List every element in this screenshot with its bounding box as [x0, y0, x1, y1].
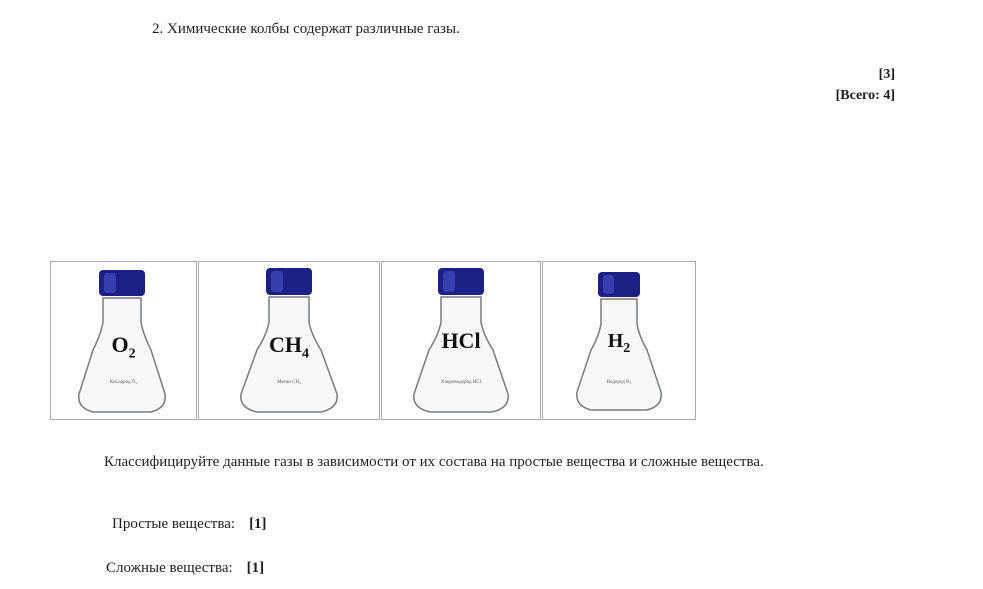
flask-formula: [199, 332, 379, 362]
flask-images: [50, 261, 696, 422]
flask-formula: [51, 332, 196, 362]
marks-block: [836, 64, 895, 106]
flask-label: Кислород O₂: [109, 380, 138, 385]
flask-panel-h2: [542, 261, 696, 420]
question-total: [Всего: 4]: [835, 88, 895, 103]
flask-panel-ch4: [198, 261, 380, 420]
flask-label: Водород H₂: [606, 380, 632, 385]
instruction-text: Классифицируйте данные газы в зависимости от их состава на простые вещества и сложные вещества.: [104, 454, 764, 470]
flask-panel-o2: [50, 261, 197, 420]
formula-subscript: 2: [623, 341, 631, 356]
answer-label: Сложные вещества:: [106, 560, 233, 576]
flask-label: Хлороводород HCl: [440, 380, 482, 385]
answer-simple: [112, 516, 267, 533]
formula-symbol: CH: [269, 332, 302, 357]
answer-marks: [1]: [246, 560, 265, 576]
flask-panel-hcl: [381, 261, 541, 420]
answer-complex: [106, 560, 264, 577]
answer-label: Простые вещества:: [112, 516, 236, 532]
flask-label: Метан CH₄: [277, 380, 301, 385]
formula-subscript: 2: [128, 346, 136, 362]
formula-symbol: HCl: [441, 328, 481, 353]
formula-symbol: O: [111, 332, 129, 357]
formula-subscript: 4: [302, 346, 309, 362]
flask-formula: [543, 330, 695, 357]
question-marks: [3]: [878, 67, 895, 82]
formula-symbol: H: [607, 330, 624, 352]
question-title: 2. Химические колбы содержат различные газы.: [152, 21, 460, 37]
answer-marks: [1]: [249, 516, 267, 532]
flask-formula: [382, 328, 540, 358]
